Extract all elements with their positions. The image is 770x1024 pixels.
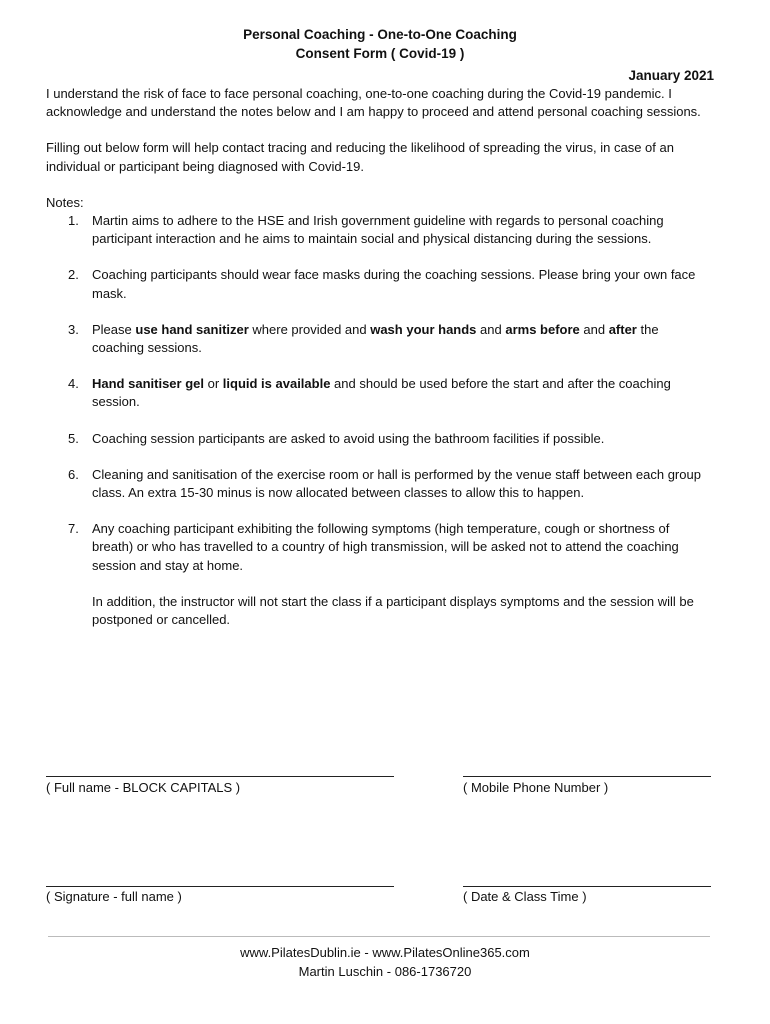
note-text: Coaching participants should wear face masks during the coaching sessions. Please bring your own face mask. [92, 267, 696, 301]
footer-divider [48, 936, 710, 937]
signature-field-line[interactable] [46, 886, 394, 887]
form-title-line2: Consent Form ( Covid-19 ) [295, 45, 465, 61]
form-date: January 2021 [628, 68, 714, 83]
note-item-2 [46, 266, 714, 302]
note-emphasis: after [608, 321, 637, 337]
footer-contact: Martin Luschin - 086-1736720 [298, 964, 472, 979]
note-emphasis: wash your hands [370, 321, 477, 337]
date-class-field-line[interactable] [463, 886, 711, 887]
full-name-field-line[interactable] [46, 776, 394, 777]
contact-tracing-paragraph: Filling out below form will help contact tracing and reducing the likelihood of spreading the virus, in case of an individual or participant being diagnosed with Covid-19. [46, 140, 674, 174]
note-text-segment: and [476, 321, 506, 337]
note-emphasis: arms before [505, 321, 580, 337]
note-number: 4. [68, 376, 79, 392]
note-number: 6. [68, 466, 79, 482]
note-text-segment: where provided and [248, 321, 371, 337]
full-name-field-label: ( Full name - BLOCK CAPITALS ) [46, 780, 241, 795]
note-number: 1. [68, 213, 79, 229]
note-number: 3. [68, 321, 79, 337]
note-number: 7. [68, 521, 79, 537]
form-title-line1: Personal Coaching - One-to-One Coaching [243, 27, 517, 42]
consent-form-body [46, 26, 714, 647]
date-class-field-label: ( Date & Class Time ) [463, 889, 587, 904]
note-extra-text: In addition, the instructor will not start the class if a participant displays symptoms and the session will be postponed or cancelled. [92, 593, 694, 628]
note-item-4 [46, 375, 714, 411]
note-text-segment: and [579, 321, 609, 337]
note-item-1 [46, 212, 714, 248]
note-text: Any coaching participant exhibiting the following symptoms (high temperature, cough or shortness of breath) or who has travelled to a country of high transmission, will be asked not to attend the coaching session and stay at home. [92, 521, 679, 573]
mobile-field-line[interactable] [463, 776, 711, 777]
note-text [92, 376, 671, 409]
note-text-segment: the coaching sessions. [92, 321, 659, 356]
note-text-segment: and should be used before the start and after the coaching session. [92, 376, 671, 410]
note-text: Martin aims to adhere to the HSE and Irish government guideline with regards to personal coaching participant interaction and he aims to maintain social and physical distancing during the sessions. [92, 213, 664, 247]
note-text [92, 322, 659, 355]
intro-paragraph: I understand the risk of face to face personal coaching, one-to-one coaching during the Covid-19 pandemic. I acknowledge and understand the notes below and I am happy to proceed and attend personal coaching sessions. [46, 86, 701, 120]
note-text: Cleaning and sanitisation of the exercise room or hall is performed by the venue staff between each group class. An extra 15-30 minus is now allocated between classes to allow this to happen. [92, 466, 701, 501]
note-text-segment: or [203, 376, 223, 392]
note-item-5 [46, 430, 714, 448]
notes-label: Notes: [46, 194, 84, 210]
note-emphasis: liquid is available [222, 376, 331, 392]
notes-list [46, 212, 714, 629]
note-text-segment: Please [92, 321, 136, 337]
note-text: Coaching session participants are asked to avoid using the bathroom facilities if possible. [92, 430, 605, 446]
mobile-field-label: ( Mobile Phone Number ) [463, 780, 609, 795]
signature-field-label: ( Signature - full name ) [46, 889, 182, 904]
footer-websites: www.PilatesDublin.ie - www.PilatesOnline365.com [240, 945, 530, 960]
note-item-3 [46, 321, 714, 357]
note-item-6 [46, 466, 714, 502]
note-item-7 [46, 520, 714, 629]
note-emphasis: Hand sanitiser gel [92, 376, 204, 392]
note-number: 2. [68, 267, 79, 283]
note-emphasis: use hand sanitizer [135, 321, 249, 337]
note-number: 5. [68, 430, 79, 446]
